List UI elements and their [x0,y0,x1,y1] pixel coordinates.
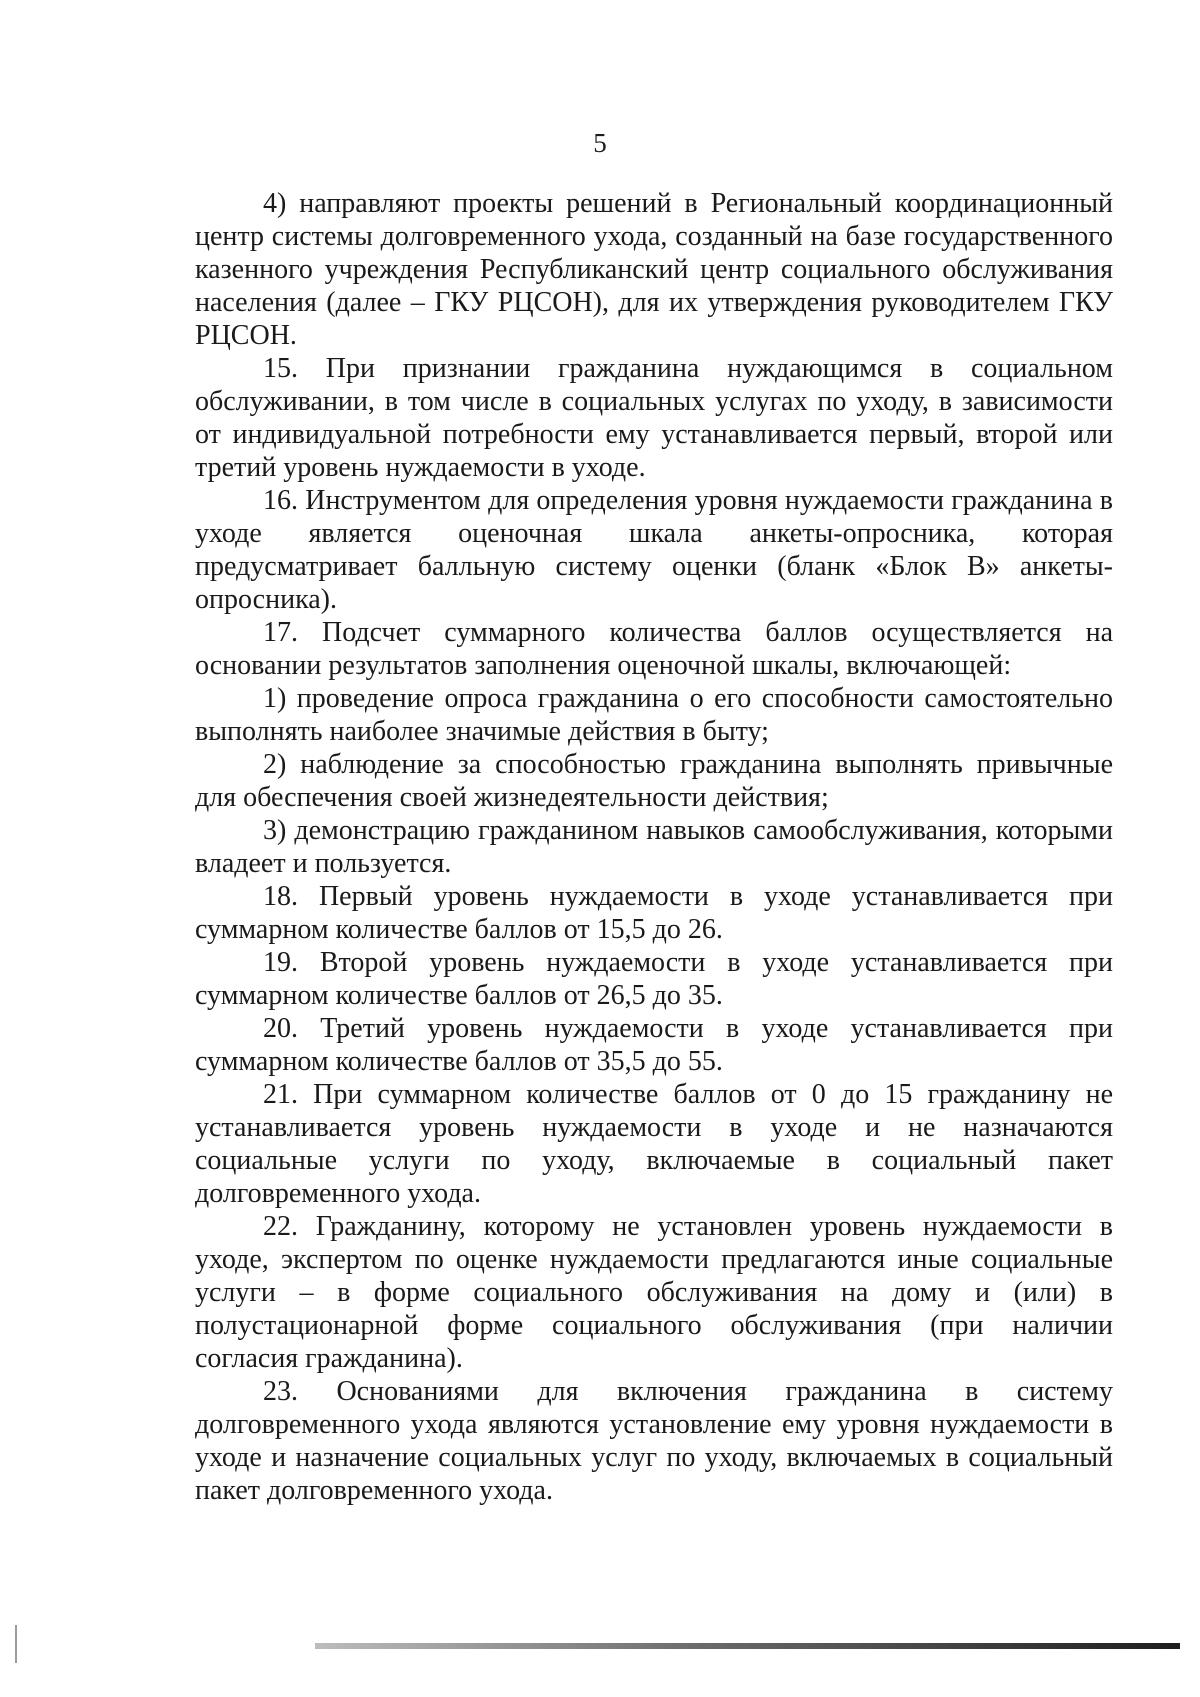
paragraph-17-item-1: 1) проведение опроса гражданина о его способности самостоятельно выполнять наиболее значимые действия в быту; [195,683,1113,747]
scan-margin-mark [15,1625,17,1663]
paragraph-21: 21. При суммарном количестве баллов от 0 до 15 гражданину не устанавливается уровень нуждаемости в уходе и не назначаются социальные услуги по уходу, включаемые в социальный пакет долговременного ухода. [195,1079,1113,1209]
page-number: 5 [593,128,607,158]
paragraph-item-4: 4) направляют проекты решений в Региональный координационный центр системы долговременного ухода, созданный на базе государственного казенного учреждения Республиканский центр социального обслуживания населения (далее – ГКУ РЦСОН), для их утверждения руководителем ГКУ РЦСОН. [195,188,1113,351]
document-body [195,187,1113,1507]
paragraph-20: 20. Третий уровень нуждаемости в уходе устанавливается при суммарном количестве баллов от 35,5 до 55. [195,1013,1113,1077]
paragraph-23: 23. Основаниями для включения гражданина в систему долговременного ухода являются установление ему уровня нуждаемости в уходе и назначение социальных услуг по уходу, включаемых в социальный пакет долговременного ухода. [195,1376,1113,1506]
paragraph-18: 18. Первый уровень нуждаемости в уходе устанавливается при суммарном количестве баллов от 15,5 до 26. [195,881,1113,945]
paragraph-16: 16. Инструментом для определения уровня нуждаемости гражданина в уходе является оценочная шкала анкеты-опросника, которая предусматривает балльную систему оценки (бланк «Блок В» анкеты-опросника). [195,485,1113,615]
paragraph-17-item-2: 2) наблюдение за способностью гражданина выполнять привычные для обеспечения своей жизнедеятельности действия; [195,749,1113,813]
bottom-rule-divider [315,1643,1180,1649]
paragraph-17-item-3: 3) демонстрацию гражданином навыков самообслуживания, которыми владеет и пользуется. [195,815,1113,879]
paragraph-22: 22. Гражданину, которому не установлен уровень нуждаемости в уходе, экспертом по оценке нуждаемости предлагаются иные социальные услуги – в форме социального обслуживания на дому и (или) в полустационарной форме социального обслуживания (при наличии согласия гражданина). [195,1211,1113,1374]
paragraph-17: 17. Подсчет суммарного количества баллов осуществляется на основании результатов заполнения оценочной шкалы, включающей: [195,617,1113,681]
paragraph-19: 19. Второй уровень нуждаемости в уходе устанавливается при суммарном количестве баллов от 26,5 до 35. [195,947,1113,1011]
paragraph-15: 15. При признании гражданина нуждающимся в социальном обслуживании, в том числе в социальных услугах по уходу, в зависимости от индивидуальной потребности ему устанавливается первый, второй или третий уровень нуждаемости в уходе. [195,353,1113,483]
